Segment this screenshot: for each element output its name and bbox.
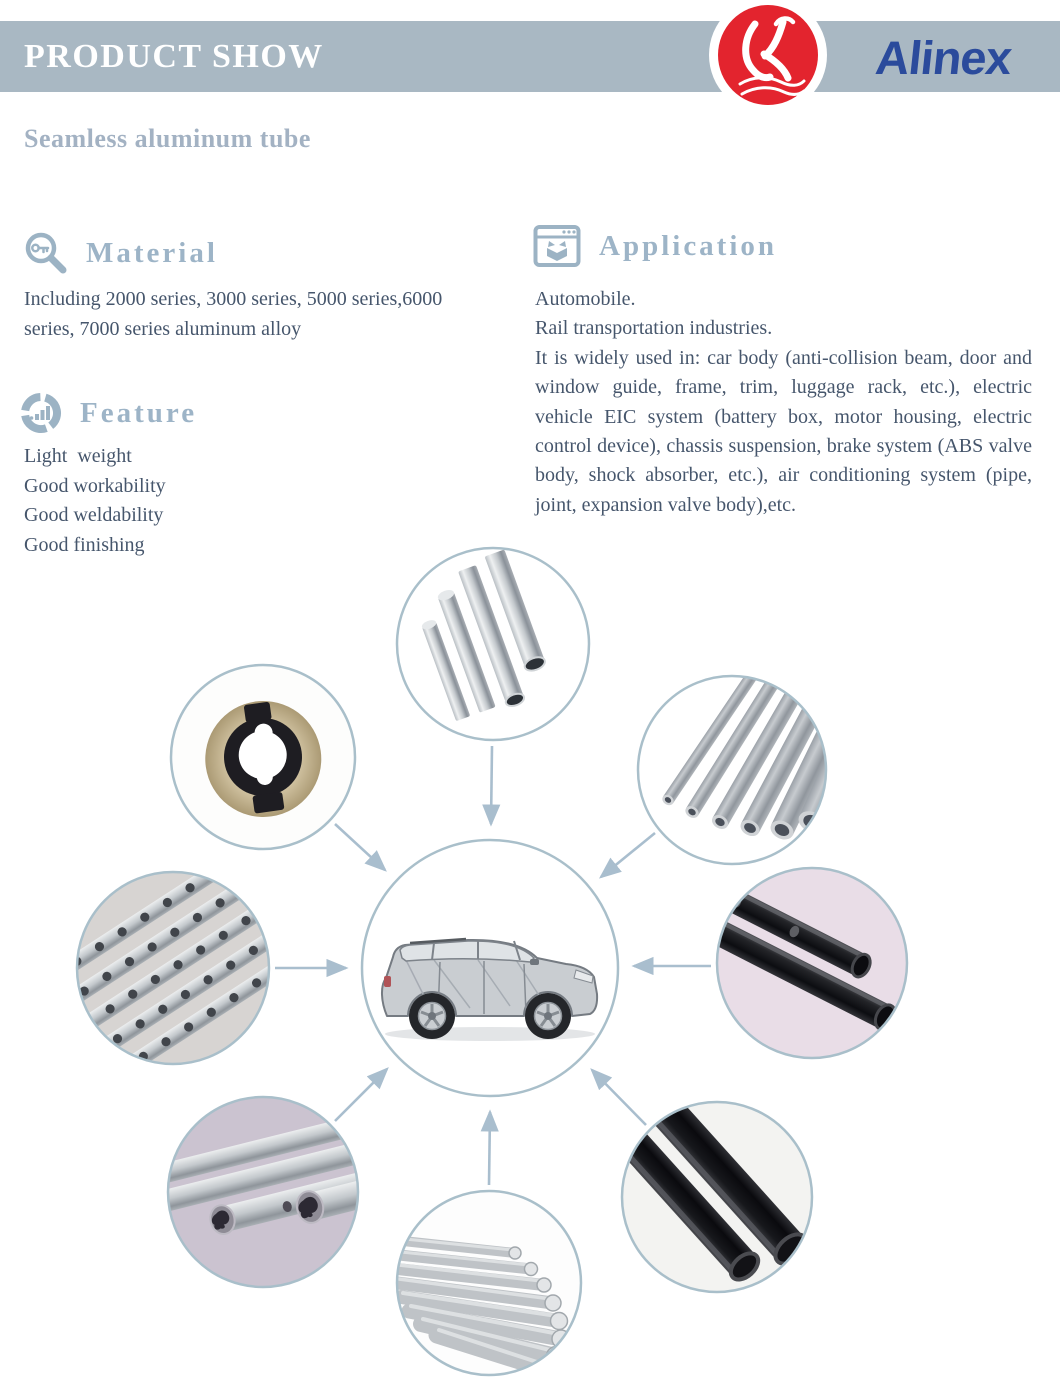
application-section-heading: [533, 224, 777, 268]
application-line: Automobile.: [535, 288, 636, 310]
application-paragraph: It is widely used in: car body (anti-collision beam, door and window guide, frame, trim, luggage rack, etc.), electric vehicle EIC system (battery box, motor housing, electric control device), chassis suspension, brake system (ABS valve body, shock absorber, etc.), air conditioning system (pipe, joint, expansion valve body),etc.: [535, 346, 1032, 516]
node-perforated-tubes: [20, 834, 330, 1099]
node-black-glossy-tubes: [572, 1045, 812, 1298]
app-window-box-icon: [533, 224, 581, 268]
material-heading-label: Material: [86, 236, 218, 269]
material-line: Including 2000 series, 3000 series, 5000 series,6000: [24, 288, 443, 310]
arrow-top: [491, 746, 492, 824]
feature-item: Good finishing: [24, 533, 145, 556]
feature-item: Light weight: [24, 445, 132, 467]
node-cross-section: [171, 665, 355, 849]
node-car-center: [362, 840, 618, 1096]
material-section-heading: [22, 230, 218, 276]
material-paragraph: [24, 284, 442, 344]
arrow-bottom: [489, 1112, 490, 1185]
key-magnifier-icon: [22, 230, 68, 276]
arrow-upper-left: [335, 824, 385, 870]
node-round-bars: [397, 1191, 581, 1379]
donut-chart-icon: [20, 392, 62, 434]
brand-name: Alinex: [873, 31, 1014, 84]
application-heading-label: Application: [599, 229, 778, 262]
arrow-upper-right: [601, 833, 655, 877]
material-line: series, 7000 series aluminum alloy: [24, 318, 302, 340]
product-application-diagram: [0, 540, 1060, 1393]
application-line: Rail transportation industries.: [535, 317, 773, 340]
feature-heading-label: Feature: [80, 396, 198, 429]
product-subtitle: Seamless aluminum tube: [24, 124, 311, 153]
application-paragraphs: [535, 285, 1032, 520]
feature-item: Good workability: [24, 474, 166, 497]
feature-item: Good weldability: [24, 504, 164, 527]
node-plain-tubes: [397, 548, 589, 740]
feature-section-heading: [20, 392, 197, 434]
page-title: PRODUCT SHOW: [24, 38, 324, 75]
lk-red-circle-logo-icon: [703, 0, 833, 116]
arrow-lower-left: [335, 1069, 387, 1121]
node-black-drilled-tubes: [657, 862, 915, 1058]
node-gray-tube-bundle: [638, 672, 886, 864]
arrow-lower-right: [592, 1070, 646, 1125]
